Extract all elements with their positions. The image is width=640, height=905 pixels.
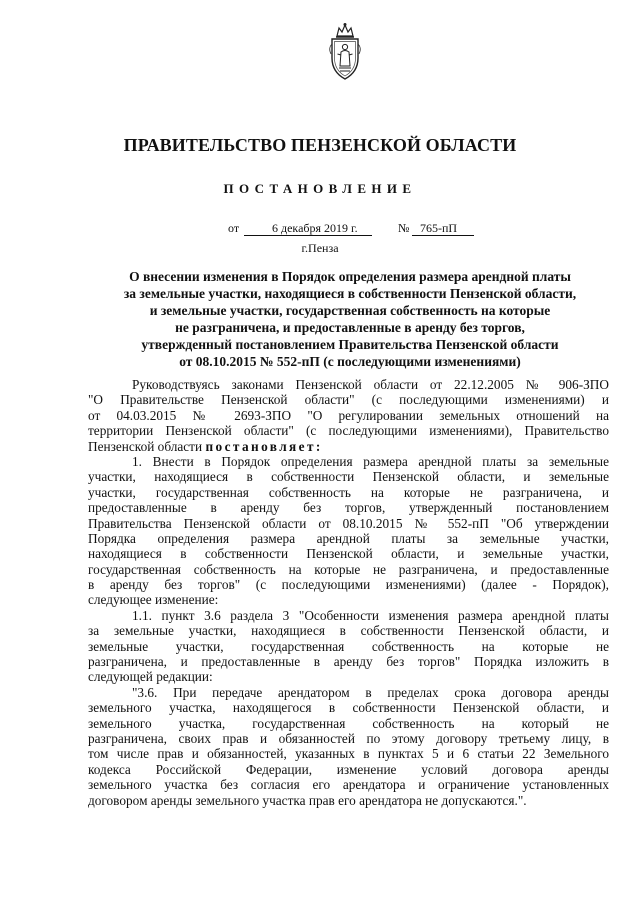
document-number: 765-пП [420, 221, 458, 235]
heading-line: утвержденный постановлением Правительства Пензенской области [141, 337, 559, 352]
heading-line: и земельные участки, государственная собственность на которые [149, 303, 551, 318]
body-line: участки, находящиеся в собственности Пензенской области, и земельные [88, 469, 609, 485]
body-line: земельные участки, государственная собственность на которые не [88, 638, 609, 654]
body-line: участки, государственная собственность на которые не разграничена, и [88, 484, 609, 500]
body-line: земельного участка без согласия его арендатора и ограничение установленных [88, 777, 609, 793]
body-line: "3.6. При передаче арендатором в пределах срока договора аренды [132, 684, 609, 700]
body-line: 1. Внести в Порядок определения размера арендной платы за земельные [132, 453, 609, 469]
body-line: земельного участка, находящегося в собственности Пензенской области, и [88, 700, 609, 716]
number-underline [412, 235, 474, 236]
date-underline [244, 235, 372, 236]
body-line: от 04.03.2015 № 2693-ЗПО "О регулировании земельных отношений на [88, 407, 609, 423]
body-text: Пензенской области [88, 438, 206, 454]
body-line: предоставленные в аренду без торгов, утвержденный постановлением [88, 500, 609, 516]
body-line: том числе прав и обязанностей, указанных в пунктах 5 и 6 статьи 22 Земельного [88, 746, 609, 762]
date-prefix: от [228, 221, 240, 235]
document-date: 6 декабря 2019 г. [272, 221, 358, 235]
body-line: Порядка определения размера арендной платы за земельные участки, [88, 530, 609, 546]
resolves-keyword: постановляет: [205, 438, 323, 454]
body-line: Правительства Пензенской области от 08.10.2015 № 552-пП "Об утверждении [88, 515, 609, 531]
body-line: находящиеся в собственности Пензенской области, и земельные участки, [88, 546, 609, 562]
body-line: следующей редакции: [88, 669, 213, 685]
body-line: кодекса Российской Федерации, изменение условий договора аренды [88, 761, 609, 777]
document-heading [95, 268, 605, 370]
body-line: "О Правительстве Пензенской области" (с последующими изменениями) и [88, 392, 609, 408]
heading-line: за земельные участки, находящиеся в собственности Пензенской области, [123, 286, 577, 301]
body-line: земельного участка, государственная собственность на который не [88, 715, 609, 731]
coat-of-arms-emblem [325, 22, 365, 84]
body-line: Руководствуясь законами Пензенской области от 22.12.2005 № 906-ЗПО [132, 377, 609, 392]
document-body [88, 377, 609, 808]
body-line [88, 439, 609, 454]
number-prefix: № [398, 221, 410, 235]
body-line: разграничена, своих прав и обязанностей по этому договору третьему лицу, в [88, 730, 609, 746]
heading-line: не разграничена, и предоставленные в аренду без торгов, [175, 320, 525, 335]
body-line: разграничена, и предоставленные в аренду без торгов" Порядка изложить в [88, 654, 609, 670]
body-line: государственная собственность на которые не разграничена, и предоставленные [88, 561, 609, 577]
body-line: за земельные участки, находящиеся в собственности Пензенской области, и [88, 623, 609, 639]
body-line: договором аренды земельного участка прав его арендатора не допускаются.". [88, 792, 527, 808]
heading-line: О внесении изменения в Порядок определения размера арендной платы [129, 269, 571, 284]
body-line: территории Пензенской области" (с последующими изменениями), Правительство [88, 423, 609, 439]
document-type: ПОСТАНОВЛЕНИЕ [223, 181, 417, 196]
body-line: следующее изменение: [88, 592, 219, 608]
body-line: в аренду без торгов" (с последующими изменениями) (далее - Порядок), [88, 577, 609, 593]
government-title: ПРАВИТЕЛЬСТВО ПЕНЗЕНСКОЙ ОБЛАСТИ [123, 135, 517, 155]
heading-line: от 08.10.2015 № 552-пП (с последующими изменениями) [179, 354, 521, 369]
city: г.Пенза [301, 241, 339, 255]
body-line: 1.1. пункт 3.6 раздела 3 "Особенности изменения размера арендной платы [132, 607, 609, 623]
